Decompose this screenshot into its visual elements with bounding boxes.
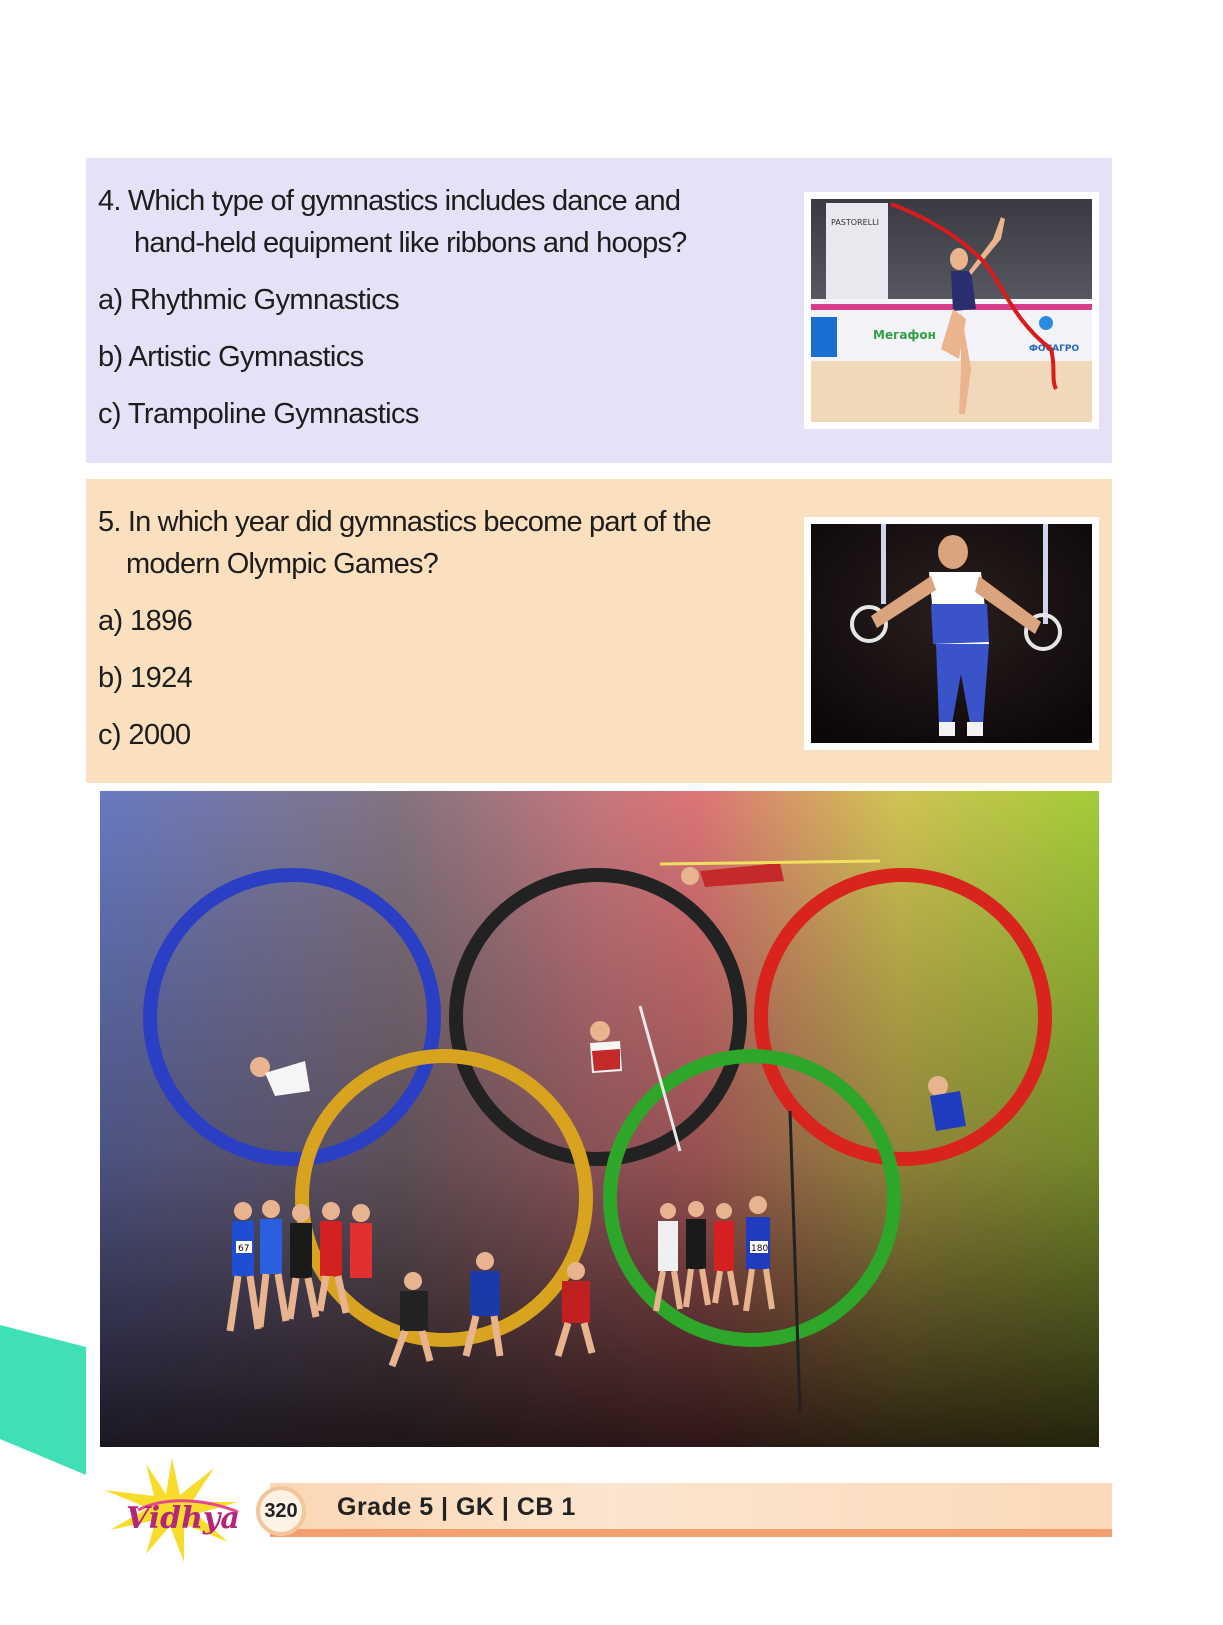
vidhya-logo: [88, 1450, 256, 1570]
rings-gymnast-photo: [804, 517, 1099, 750]
logo-text: Vidhya: [126, 1501, 240, 1536]
page-number: 320: [256, 1486, 306, 1536]
question-4-line-1: 4. Which type of gymnastics includes dance and: [98, 185, 681, 217]
question-4-option-b[interactable]: b) Artistic Gymnastics: [98, 341, 364, 373]
question-4-line-2: hand-held equipment like ribbons and hoops?: [134, 227, 687, 259]
question-5-line-2: modern Olympic Games?: [126, 548, 438, 580]
question-5-text: [98, 501, 798, 756]
question-4-option-c[interactable]: c) Trampoline Gymnastics: [98, 398, 419, 430]
question-5-card: [86, 479, 1112, 783]
bib-number-67: 67: [238, 1244, 250, 1254]
footer-title: Grade 5 | GK | CB 1: [337, 1493, 576, 1521]
question-5-option-c[interactable]: c) 2000: [98, 719, 191, 751]
question-5-line-1: 5. In which year did gymnastics become part of the: [98, 506, 711, 538]
question-5-option-b[interactable]: b) 1924: [98, 662, 193, 694]
photo-sign-2: Мегафон: [873, 328, 936, 342]
question-4-text: [98, 180, 798, 435]
question-4-option-a[interactable]: a) Rhythmic Gymnastics: [98, 284, 400, 316]
bib-number-180: 180: [751, 1244, 769, 1254]
footer-underline: [270, 1529, 1112, 1537]
rhythmic-gymnast-photo: [804, 192, 1099, 429]
olympic-rings-image: [100, 791, 1099, 1447]
question-5-option-a[interactable]: a) 1896: [98, 605, 193, 637]
question-4-card: [86, 158, 1112, 463]
photo-sign-3: ФОСАГРО: [1029, 344, 1080, 354]
teal-corner-triangle: [0, 1325, 90, 1475]
photo-sign-1: PASTORELLI: [831, 218, 879, 227]
